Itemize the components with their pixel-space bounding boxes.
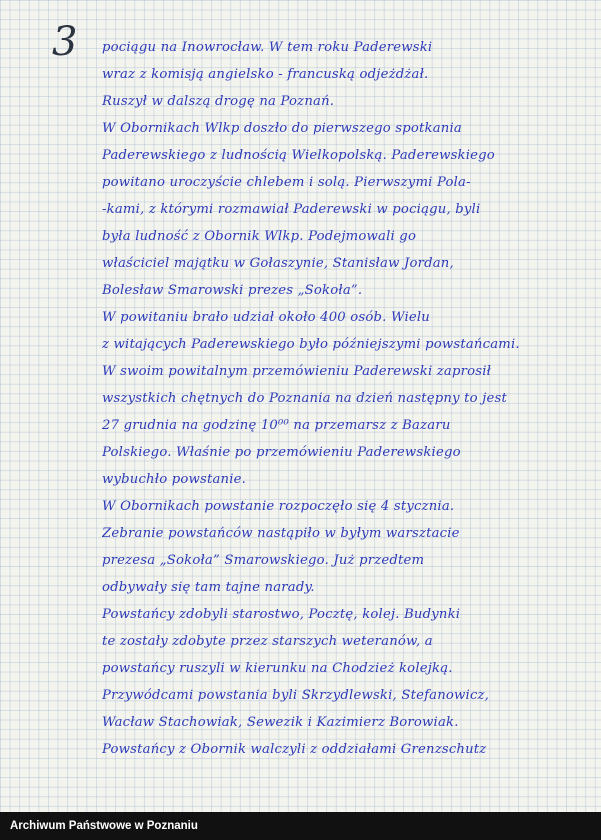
text-line: Paderewskiego z ludnością Wielkopolską. Paderewskiego — [102, 148, 495, 163]
text-line: 27 grudnia na godzinę 10⁰⁰ na przemarsz z Bazaru — [102, 418, 451, 433]
text-line: odbywały się tam tajne narady. — [102, 580, 315, 595]
text-line: wszystkich chętnych do Poznania na dzień następny to jest — [102, 391, 507, 406]
text-line: Zebranie powstańców nastąpiło w byłym warsztacie — [102, 526, 460, 541]
text-line: pociągu na Inowrocław. W tem roku Paderewski — [102, 40, 433, 55]
archive-label: Archiwum Państwowe w Poznaniu — [10, 820, 198, 832]
text-line: właściciel majątku w Gołaszynie, Stanisław Jordan, — [102, 256, 454, 271]
text-line: z witających Paderewskiego było późniejszymi powstańcami. — [102, 337, 520, 352]
text-line: powitano uroczyście chlebem i solą. Pierwszymi Pola- — [102, 175, 471, 190]
text-line: Wacław Stachowiak, Sewezik i Kazimierz Borowiak. — [102, 715, 459, 730]
text-line: Polskiego. Właśnie po przemówieniu Paderewskiego — [102, 445, 461, 460]
archive-footer — [0, 812, 601, 840]
page-number: 3 — [52, 19, 78, 65]
text-line: te zostały zdobyte przez starszych weteranów, a — [102, 634, 433, 649]
text-line: Powstańcy zdobyli starostwo, Pocztę, kolej. Budynki — [102, 607, 461, 622]
text-line: -kami, z którymi rozmawiał Paderewski w pociągu, byli — [102, 202, 481, 217]
text-line: W swoim powitalnym przemówieniu Paderewski zaprosił — [102, 364, 492, 379]
text-line: była ludność z Obornik Wlkp. Podejmowali go — [102, 229, 417, 244]
text-line: wraz z komisją angielsko - francuską odjeżdżał. — [102, 67, 429, 82]
text-line: Bolesław Smarowski prezes „Sokoła”. — [102, 283, 363, 298]
text-line: Przywódcami powstania byli Skrzydlewski, Stefanowicz, — [102, 688, 490, 703]
text-line: Powstańcy z Obornik walczyli z oddziałami Grenzschutz — [102, 742, 487, 757]
text-line: prezesa „Sokoła” Smarowskiego. Już przedtem — [102, 553, 425, 568]
text-line: W Obornikach Wlkp doszło do pierwszego spotkania — [102, 121, 462, 136]
text-line: W Obornikach powstanie rozpoczęło się 4 stycznia. — [102, 499, 455, 514]
text-line: wybuchło powstanie. — [102, 472, 247, 487]
handwritten-text — [102, 34, 572, 763]
text-line: Ruszył w dalszą drogę na Poznań. — [102, 94, 335, 109]
text-line: powstańcy ruszyli w kierunku na Chodzież kolejką. — [102, 661, 453, 676]
text-line: W powitaniu brało udział około 400 osób. Wielu — [102, 310, 431, 325]
